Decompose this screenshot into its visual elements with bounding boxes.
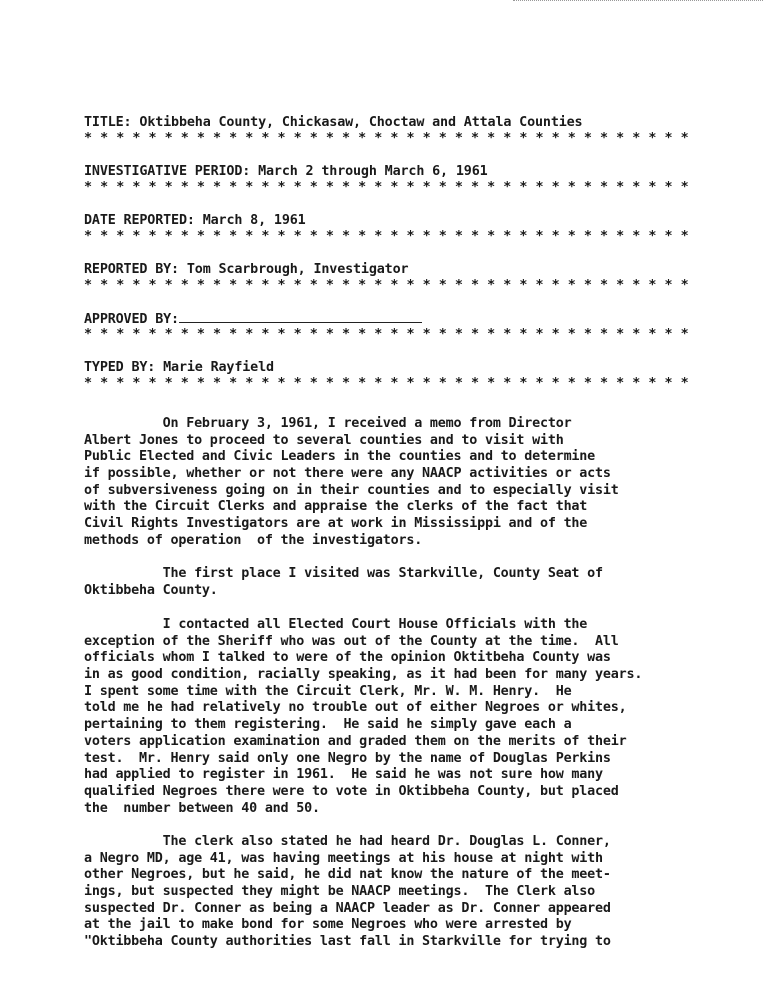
text-line: suspected Dr. Conner as being a NAACP leader as Dr. Conner appeared — [84, 900, 611, 916]
top-edge-rule — [513, 0, 763, 4]
signature-line — [179, 310, 422, 323]
text-line: voters application examination and graded them on the merits of their — [84, 733, 627, 749]
text-line: the number between 40 and 50. — [84, 800, 320, 816]
date-field — [84, 212, 734, 244]
text-line: of subversiveness going on in their counties and to especially visit — [84, 482, 619, 498]
text-line: a Negro MD, age 41, was having meetings at his house at night with — [84, 850, 603, 866]
reported-label: REPORTED BY: — [84, 262, 179, 277]
text-line: if possible, whether or not there were any NAACP activities or acts — [84, 466, 611, 482]
separator-stars: * * * * * * * * * * * * * * * * * * * * * * * * * * * * * * * * * * * * * * — [84, 327, 689, 342]
paragraph-1 — [84, 416, 734, 550]
text-line: Public Elected and Civic Leaders in the counties and to determine — [84, 449, 596, 465]
typed-value: Marie Rayfield — [163, 360, 274, 375]
period-value: March 2 through March 6, 1961 — [258, 164, 488, 179]
date-value: March 8, 1961 — [202, 213, 306, 228]
separator-stars: * * * * * * * * * * * * * * * * * * * * * * * * * * * * * * * * * * * * * * — [84, 131, 689, 146]
title-field — [84, 114, 734, 146]
reported-value: Tom Scarbrough, Investigator — [186, 262, 409, 277]
text-line: test. Mr. Henry said only one Negro by the name of Douglas Perkins — [84, 750, 611, 766]
text-line: officials whom I talked to were of the opinion Oktitbeha County was — [84, 650, 611, 666]
text-line: pertaining to them registering. He said he simply gave each a — [84, 717, 572, 733]
text-line: other Negroes, but he said, he did nat know the nature of the meet- — [84, 867, 611, 883]
text-line: at the jail to make bond for some Negroes who were arrested by — [84, 917, 572, 933]
text-line: I spent some time with the Circuit Clerk, Mr. W. M. Henry. He — [84, 683, 572, 699]
separator-stars: * * * * * * * * * * * * * * * * * * * * * * * * * * * * * * * * * * * * * * — [84, 229, 689, 244]
text-line: exception of the Sheriff who was out of the County at the time. All — [84, 633, 619, 649]
period-label: INVESTIGATIVE PERIOD: — [84, 164, 251, 179]
report-header — [84, 114, 734, 408]
period-field — [84, 163, 734, 195]
separator-stars: * * * * * * * * * * * * * * * * * * * * * * * * * * * * * * * * * * * * * * — [84, 180, 689, 195]
separator-stars: * * * * * * * * * * * * * * * * * * * * * * * * * * * * * * * * * * * * * * — [84, 376, 689, 391]
text-line: in as good condition, racially speaking, as it had been for many years. — [84, 667, 643, 683]
reported-field — [84, 261, 734, 293]
separator-stars: * * * * * * * * * * * * * * * * * * * * * * * * * * * * * * * * * * * * * * — [84, 278, 689, 293]
text-line: methods of operation of the investigators. — [84, 532, 423, 548]
title-label: TITLE: — [84, 115, 132, 130]
approved-label: APPROVED BY: — [84, 312, 179, 327]
text-line: The first place I visited was Starkville, County Seat of — [84, 566, 603, 581]
title-value: Oktibbeha County, Chickasaw, Choctaw and Attala Counties — [139, 115, 583, 130]
text-line: qualified Negroes there were to vote in Oktibbeha County, but placed — [84, 783, 619, 799]
text-line: told me he had relatively no trouble out of either Negroes or whites, — [84, 700, 627, 716]
text-line: ings, but suspected they might be NAACP meetings. The Clerk also — [84, 884, 596, 900]
date-label: DATE REPORTED: — [84, 213, 195, 228]
typed-label: TYPED BY: — [84, 360, 156, 375]
typed-field — [84, 359, 734, 391]
text-line: had applied to register in 1961. He said he was not sure how many — [84, 767, 603, 783]
approved-field — [84, 310, 734, 342]
text-line: Oktibbeha County. — [84, 582, 218, 598]
text-line: The clerk also stated he had heard Dr. Douglas L. Conner, — [84, 834, 611, 849]
paragraph-2 — [84, 566, 734, 599]
text-line: Albert Jones to proceed to several counties and to visit with — [84, 432, 564, 448]
paragraph-3 — [84, 617, 734, 817]
text-line: On February 3, 1961, I received a memo from Director — [84, 416, 572, 431]
text-line: with the Circuit Clerks and appraise the clerks of the fact that — [84, 499, 588, 515]
text-line: Civil Rights Investigators are at work in Mississippi and of the — [84, 516, 588, 532]
text-line: I contacted all Elected Court House Officials with the — [84, 617, 588, 632]
paragraph-4 — [84, 834, 734, 951]
text-line: "Oktibbeha County authorities last fall in Starkville for trying to — [84, 934, 611, 950]
